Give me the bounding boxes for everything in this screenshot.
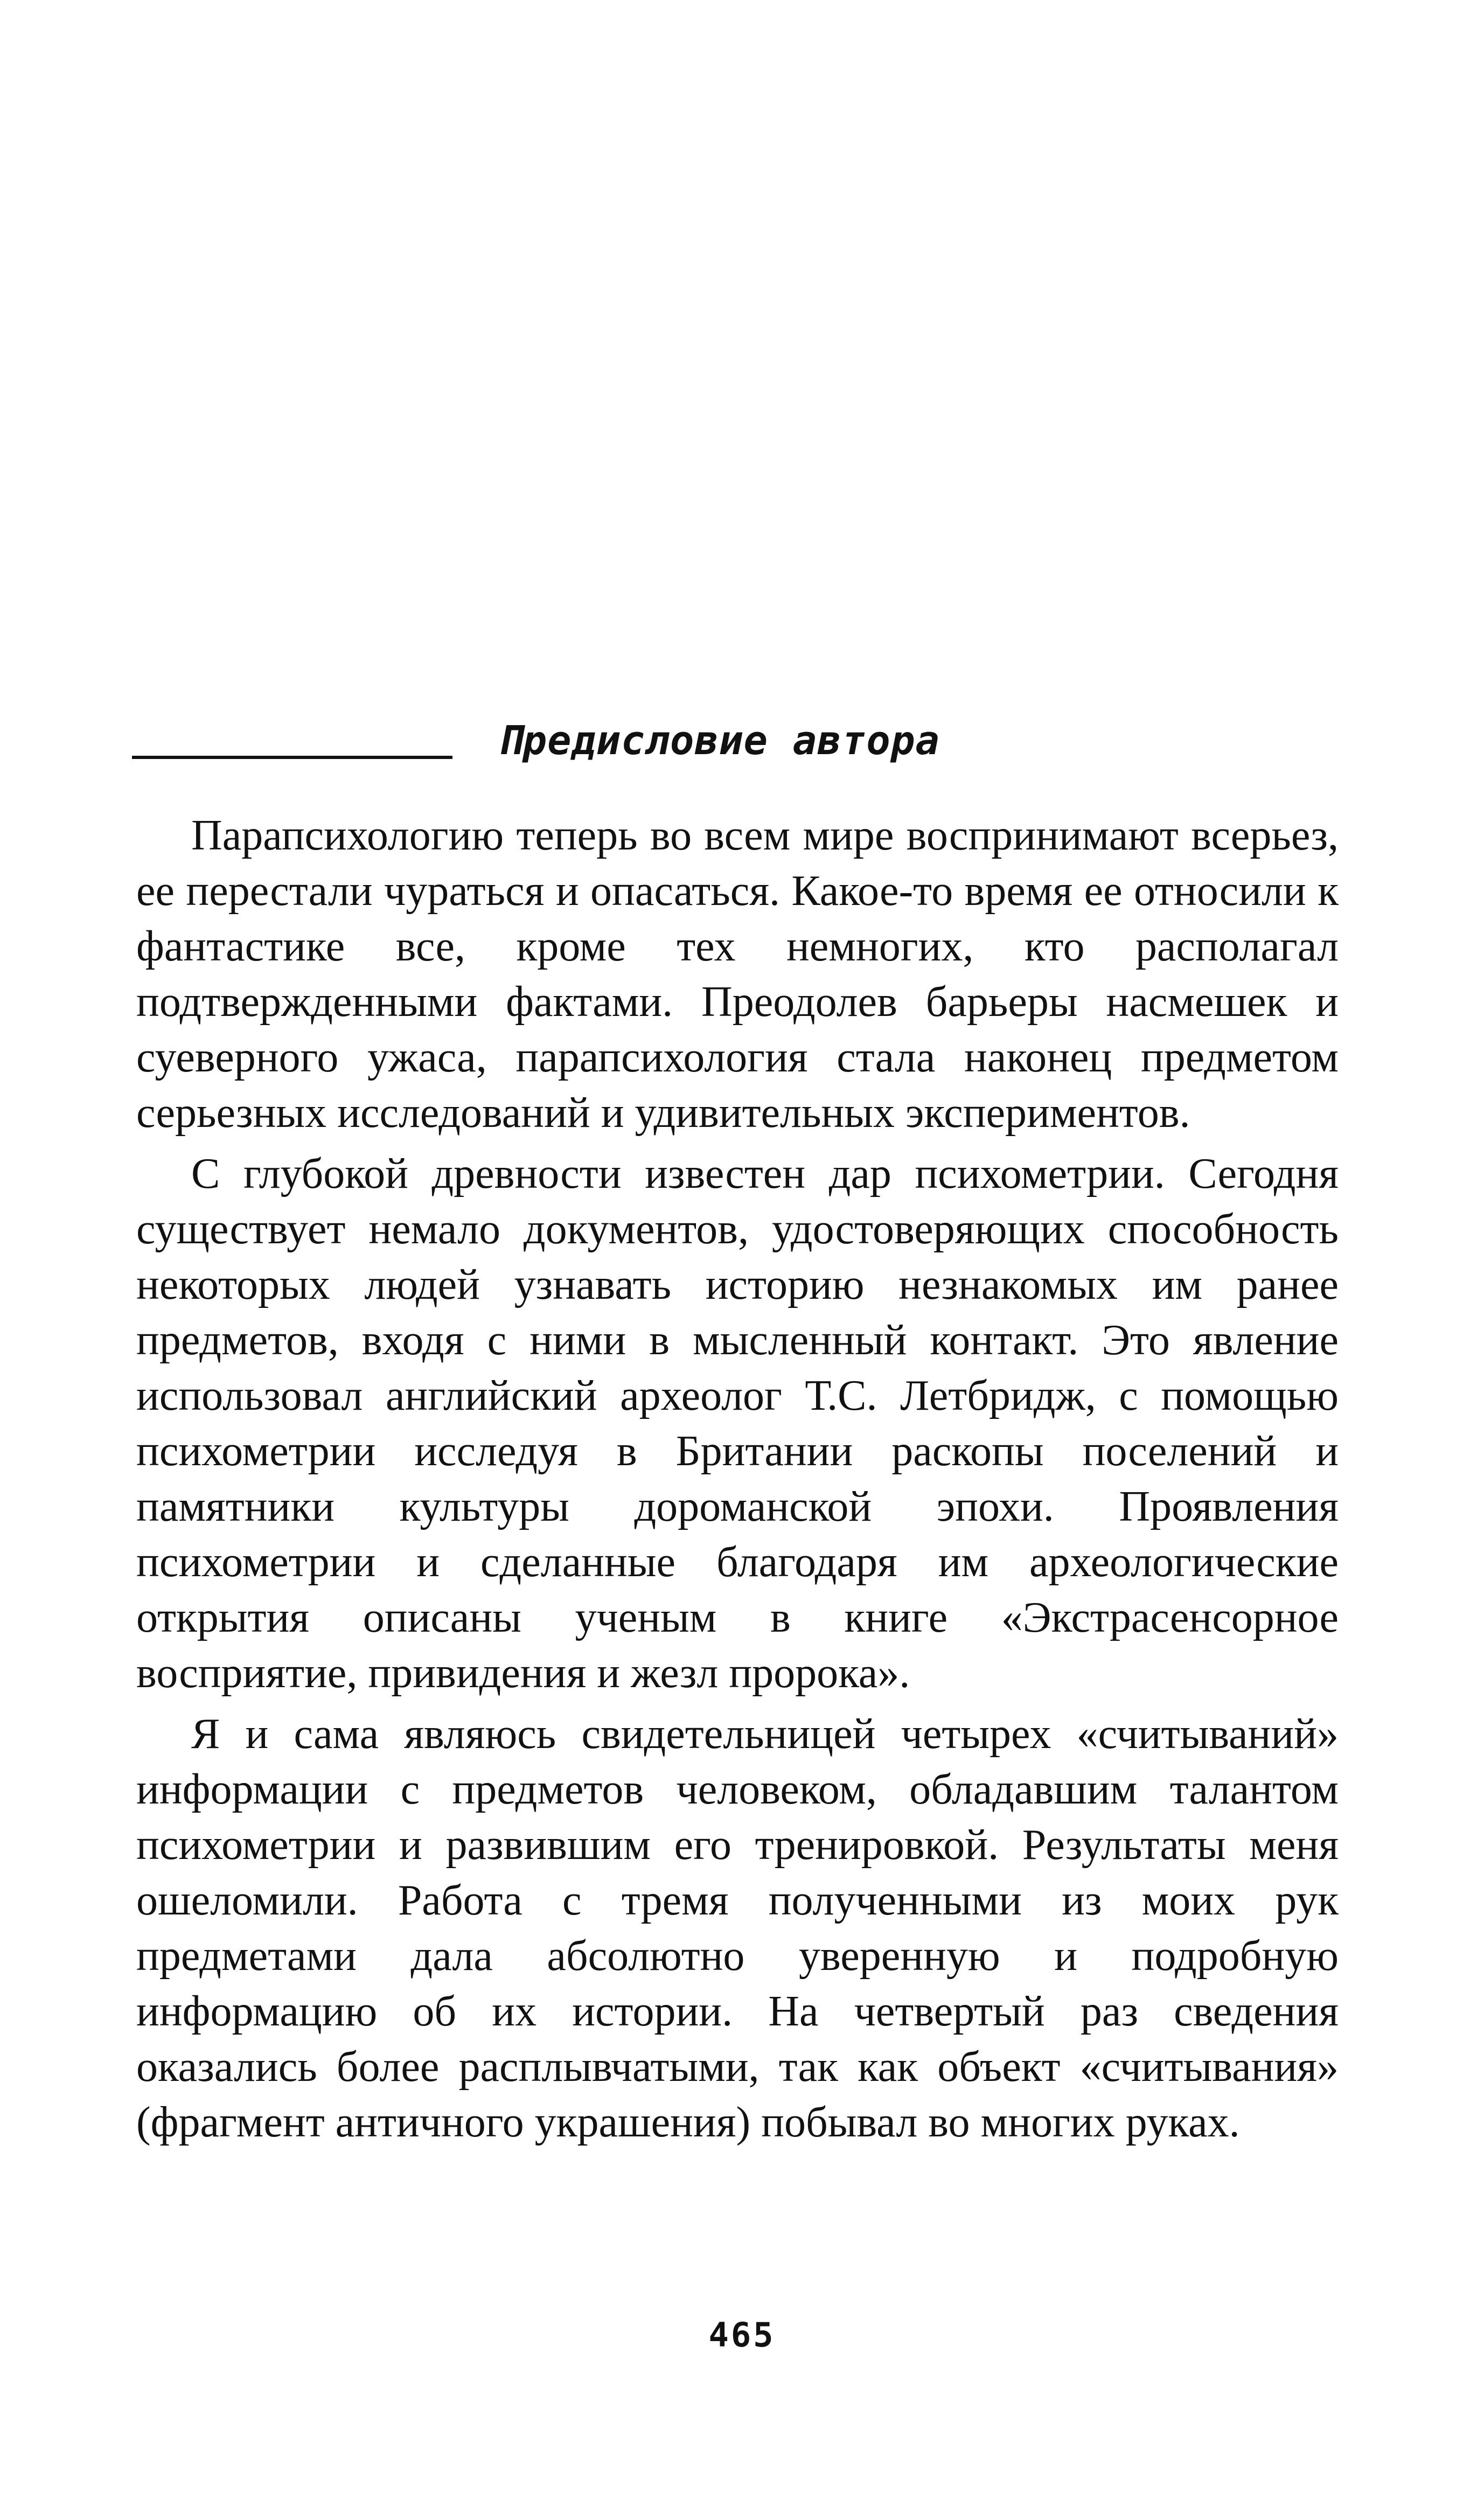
heading-rule — [132, 756, 452, 759]
heading-title: Предисловие автора — [498, 718, 940, 764]
paragraph-1: Парапсихологию теперь во всем мире воспринимают всерьез, ее перестали чураться и опасаться. Какое-то время ее относили к фантастике все, кроме тех немногих, кто располагал подтвержденными фактами. Преодолев барьеры насмешек и суеверного ужаса, парапсихология стала наконец предметом серьезных исследований и удивительных экспериментов. — [136, 812, 1339, 1137]
page-number: 465 — [708, 2315, 776, 2355]
section-heading — [132, 714, 1339, 773]
body-text — [136, 808, 1339, 2156]
paragraph-3: Я и сама являюсь свидетельницей четырех «считываний» информации с предметов человеком, обладавшим талантом психометрии и развившим его тренировкой. Результаты меня ошеломили. Работа с тремя полученными из моих рук предметами дала абсолютно уверенную и подробную информацию об их истории. На четвертый раз сведения оказались более расплывчатыми, так как объект «считывания» (фрагмент античного украшения) побывал во многих руках. — [136, 1710, 1339, 2146]
paragraph-2: С глубокой древности известен дар психометрии. Сегодня существует немало документов, удостоверяющих способность некоторых людей узнавать историю незнакомых им ранее предметов, входя с ними в мысленный контакт. Это явление использовал английский археолог Т.С. Летбридж, с помощью психометрии исследуя в Британии раскопы поселений и памятники культуры дороманской эпохи. Проявления психометрии и сделанные благодаря им археологические открытия описаны ученым в книге «Экстрасенсорное восприятие, привидения и жезл пророка». — [136, 1150, 1339, 1697]
